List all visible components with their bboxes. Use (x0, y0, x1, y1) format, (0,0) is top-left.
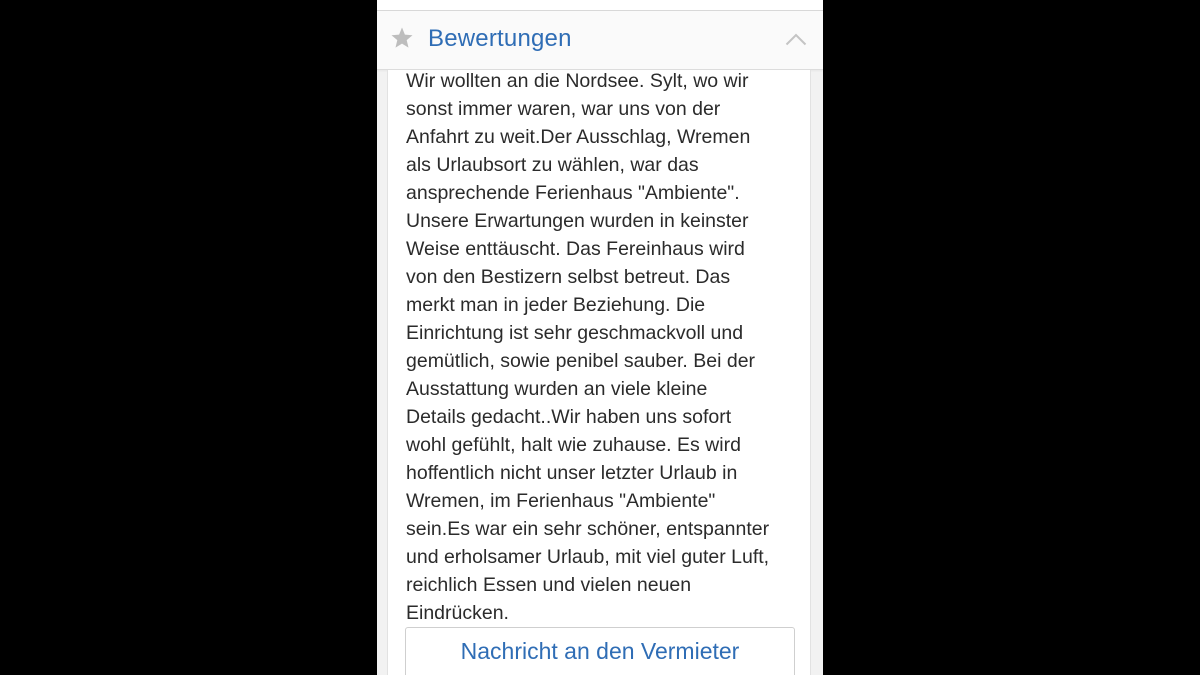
chevron-up-icon[interactable] (785, 32, 807, 46)
review-card (387, 70, 811, 675)
previous-section-edge (377, 0, 823, 11)
contact-landlord-label: Nachricht an den Vermieter (460, 638, 740, 664)
phone-screen (377, 0, 823, 675)
reviews-section-header[interactable] (377, 11, 823, 70)
section-title: Bewertungen (428, 25, 572, 52)
letterbox-right (823, 0, 1200, 675)
star-icon (390, 26, 414, 50)
letterbox-left (0, 0, 377, 675)
review-text: Wir wollten an die Nordsee. Sylt, wo wir sonst immer waren, war uns von der Anfahrt zu weit.Der Ausschlag, Wremen als Urlaubsort zu wählen, war das ansprechende Ferienhaus "Ambiente". Unsere Erwartungen wurden in keinster Weise enttäuscht. Das Fereinhaus wird von den Bestizern selbst betreut. Das merkt man in jeder Beziehung. Die Einrichtung ist sehr geschmackvoll und gemütlich, sowie penibel sauber. Bei der Ausstattung wurden an viele kleine Details gedacht..Wir haben uns sofort wohl gefühlt, halt wie zuhause. Es wird hoffentlich nicht unser letzter Urlaub in Wremen, im Ferienhaus "Ambiente" sein.Es war ein sehr schöner, entspannter und erholsamer Urlaub, mit viel guter Luft, reichlich Essen und vielen neuen Eindrücken. (406, 70, 770, 624)
contact-landlord-button[interactable] (405, 627, 795, 675)
